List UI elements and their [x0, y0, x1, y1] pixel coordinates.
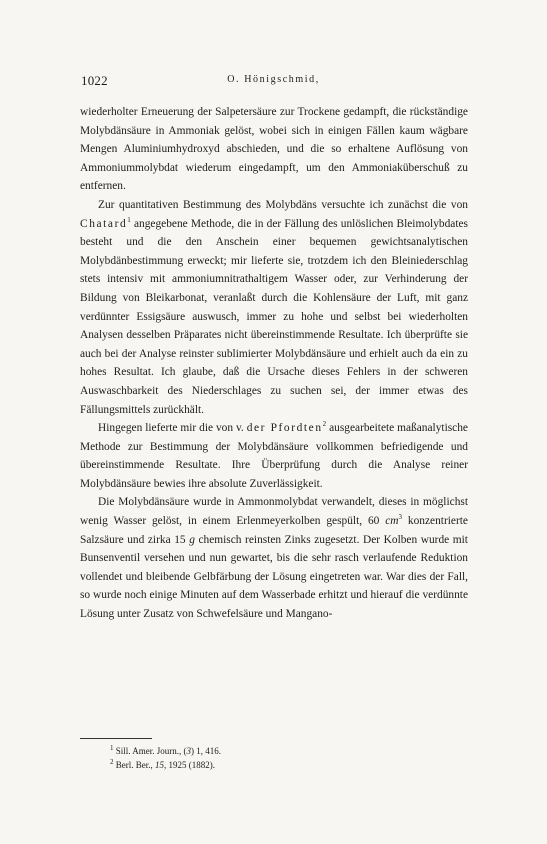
footnote-2-text-b: , 1925 (1882).: [164, 760, 215, 770]
paragraph-4-text-c: chemisch reinsten Zinks zugesetzt. Der Kolben wurde mit Bunsenventil versehen und nun gewartet, bis die sehr rasch verlaufende Reduktion vollendet und bleibende Gelbfärbung der Lösung eingetreten war. War dies der Fall, so wurde noch einige Minuten auf dem Wasserbade erhitzt und hierauf die verdünnte Lösung unter Zusatz von Schwefelsäure und Mangano-: [80, 533, 468, 621]
author-name-chatard: Chatard: [80, 217, 128, 230]
footnote-ref-1[interactable]: 1: [127, 215, 131, 224]
paragraph-2-text-b: angegebene Methode, die in der Fällung des unlöslichen Bleimolybdates besteht und die den Anschein einer bequemen gewichtsanalytischen Molybdänbestimmung erweckt; mir lieferte sie, trotzdem ich den Bleiniederschlag stets intensiv mit ammoniumnitrathaltigem Wasser oder, zur Verhinderung der Bildung von Bleikarbonat, veranlaßt durch die Kohlensäure der Luft, mit ganz verdünnter Essigsäure auswusch, immer zu hohe und selbst bei wiederholten Analysen desselben Präparates nicht übereinstimmende Resultate. Ich überprüfte sie auch bei der Analyse reinster sublimierter Molybdänsäure und erhielt auch da ein zu hohes Resultat. Ich glaube, daß die Ursache dieses Fehlers in der schweren Auswaschbarkeit des Niederschlages zu suchen sei, der immer etwas des Fällungsmittels zurückhält.: [80, 217, 468, 416]
paragraph-3-text-a: Hingegen lieferte mir die von v.: [98, 422, 244, 435]
footnote-1-mark: 1: [110, 744, 114, 752]
quantity-60: 60: [367, 515, 380, 528]
footnote-divider: [80, 738, 152, 739]
footnote-2-volume: 15: [155, 760, 164, 770]
body-text: [80, 103, 468, 624]
running-head: O. Hönigschmid,: [227, 74, 320, 85]
quantity-15: 15: [174, 533, 186, 546]
unit-g: g: [189, 533, 195, 546]
paragraph-1: wiederholter Erneuerung der Salpetersäure zur Trockene gedampft, die rückständige Molybdänsäure in Ammoniak gelöst, wobei sich in einigen Fällen kaum wägbare Mengen Aluminiumhydroxyd abschieden, und die so erhaltene Auflösung von Ammoniummolybdat wiederum eingedampft, um den Ammoniaküberschuß zu entfernen.: [80, 106, 468, 193]
paragraph-3-text-b: ausgearbeitete maßanalytische Methode zur Bestimmung der Molybdänsäure vollkommen befriedigende und übereinstimmende Resultate. Ihre Überprüfung durch die Analyse reiner Molybdänsäure bewies ihre absolute Zuverlässigkeit.: [80, 422, 468, 490]
paragraph-4: [80, 493, 468, 623]
footnote-2-text-a: Berl. Ber.,: [115, 760, 155, 770]
footnote-1-series: 3: [186, 746, 192, 756]
footnote-2: [110, 758, 221, 772]
paragraph-4-text-a: Die Molybdänsäure wurde in Ammonmolybdat verwandelt, dieses in möglichst wenig Wasser gelöst, in einem Erlenmeyerkolben gespült,: [80, 496, 468, 528]
unit-cm: cm: [385, 515, 399, 528]
footnote-1-text-a: Sill. Amer. Journ., (: [115, 746, 187, 756]
paragraph-4-text-b: konzentrierte Salzsäure und zirka: [80, 515, 468, 546]
footnote-ref-2[interactable]: 2: [322, 420, 327, 429]
footnotes: [110, 744, 221, 772]
author-name-pfordten: der Pfordten: [246, 422, 323, 435]
unit-cm-exponent: 3: [398, 513, 403, 522]
footnote-1-text-b: ) 1, 416.: [191, 746, 222, 756]
footnote-1: [110, 744, 221, 758]
paragraph-2: [80, 196, 468, 419]
page-number: 1022: [81, 73, 108, 88]
paragraph-2-text-a: Zur quantitativen Bestimmung des Molybdäns versuchte ich zunächst die von: [98, 198, 468, 211]
paragraph-3: [80, 419, 468, 493]
footnote-2-mark: 2: [110, 758, 114, 766]
